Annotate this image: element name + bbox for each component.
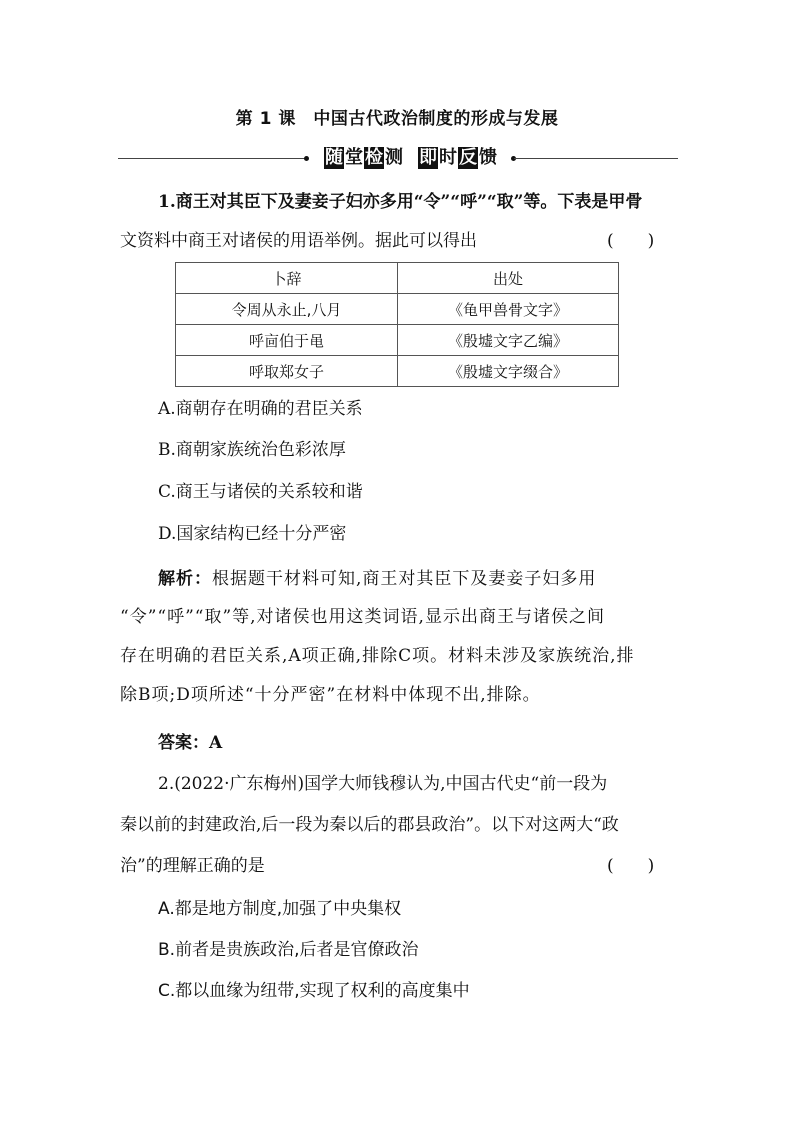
oracle-bone-table bbox=[175, 262, 619, 387]
lesson-title: 第 1 课 中国古代政治制度的形成与发展 bbox=[235, 109, 559, 129]
table-header-row bbox=[176, 263, 619, 294]
banner-label bbox=[324, 147, 498, 171]
q1-option-d: D.国家结构已经十分严密 bbox=[158, 524, 347, 544]
banner-char: 堂 bbox=[345, 147, 363, 168]
q2-option-c: C.都以血缘为纽带,实现了权利的高度集中 bbox=[158, 981, 470, 1001]
q1-answer: 答案：A bbox=[158, 733, 223, 753]
analysis-label: 解析： bbox=[158, 569, 212, 589]
banner-char: 馈 bbox=[479, 147, 497, 168]
table-header-cell: 卜辞 bbox=[176, 263, 398, 294]
banner-rule-left bbox=[118, 158, 306, 159]
q2-answer-blank: ( ) bbox=[607, 856, 655, 876]
q1-option-a: A.商朝存在明确的君臣关系 bbox=[158, 399, 363, 419]
banner-dot-left bbox=[304, 156, 309, 161]
table-cell: 呼取郑女子 bbox=[176, 356, 398, 387]
q1-option-b: B.商朝家族统治色彩浓厚 bbox=[158, 440, 346, 460]
q1-analysis-line-1 bbox=[158, 568, 596, 590]
q2-stem-line-1: 2.(2022·广东梅州)国学大师钱穆认为,中国古代史“前一段为 bbox=[158, 774, 608, 794]
q1-stem-line-1: 1.商王对其臣下及妻妾子妇亦多用“令”“呼”“取”等。下表是甲骨 bbox=[158, 192, 643, 212]
table-cell: 《龟甲兽骨文字》 bbox=[398, 294, 619, 325]
q1-option-c: C.商王与诸侯的关系较和谐 bbox=[158, 482, 363, 502]
table-cell: 令周从永止,八月 bbox=[176, 294, 398, 325]
q2-option-a: A.都是地方制度,加强了中央集权 bbox=[158, 899, 402, 919]
table-row bbox=[176, 356, 619, 387]
banner-char: 测 bbox=[385, 147, 403, 168]
table-cell: 呼㐭伯于黾 bbox=[176, 325, 398, 356]
banner-rule-right bbox=[514, 158, 678, 159]
q1-answer-blank: ( ) bbox=[607, 231, 655, 251]
table-row bbox=[176, 294, 619, 325]
table-cell: 《殷墟文字缀合》 bbox=[398, 356, 619, 387]
q1-analysis-line-3: 存在明确的君臣关系,A项正确,排除C项。材料未涉及家族统治,排 bbox=[120, 646, 635, 666]
banner-char: 反 bbox=[459, 147, 477, 168]
q1-analysis-line-2: “令”“呼”“取”等,对诸侯也用这类词语,显示出商王与诸侯之间 bbox=[120, 607, 605, 627]
analysis-text: 根据题干材料可知,商王对其臣下及妻妾子妇多用 bbox=[212, 569, 597, 589]
table-cell: 《殷墟文字乙编》 bbox=[398, 325, 619, 356]
banner-char: 即 bbox=[419, 147, 437, 168]
q1-analysis-line-4: 除B项;D项所述“十分严密”在材料中体现不出,排除。 bbox=[120, 685, 541, 705]
banner-word-2 bbox=[418, 147, 498, 171]
table-row bbox=[176, 325, 619, 356]
q2-stem-line-3: 治”的理解正确的是 bbox=[120, 856, 265, 876]
banner-char: 检 bbox=[365, 147, 383, 168]
section-banner bbox=[118, 146, 678, 172]
q1-stem-line-2: 文资料中商王对诸侯的用语举例。据此可以得出 bbox=[120, 231, 477, 251]
banner-word-1 bbox=[324, 147, 404, 171]
q2-stem-line-2: 秦以前的封建政治,后一段为秦以后的郡县政治”。以下对这两大“政 bbox=[120, 815, 619, 835]
banner-char: 随 bbox=[325, 147, 343, 168]
q2-option-b: B.前者是贵族政治,后者是官僚政治 bbox=[158, 940, 419, 960]
table-header-cell: 出处 bbox=[398, 263, 619, 294]
banner-char: 时 bbox=[439, 147, 457, 168]
